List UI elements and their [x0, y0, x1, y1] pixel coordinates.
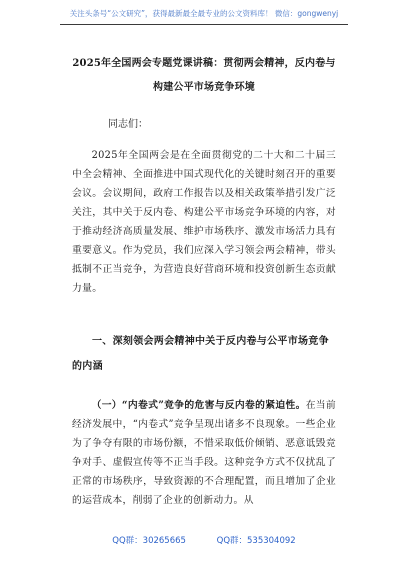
header-divider [60, 24, 348, 25]
document-title: 2025年全国两会专题党课讲稿：贯彻两会精神，反内卷与构建公平市场竞争环境 [72, 58, 336, 93]
footer-contact [0, 534, 408, 548]
subsection-paragraph [72, 396, 336, 510]
subsection-body: 在当前经济发展中，“内卷式”竞争呈现出诸多不良现象。一些企业为了争夺有限的市场份额，不惜采取低价倾销、恶意诋毁竞争对手、虚假宣传等不正当手段。这种竞争方式不仅扰乱了正常的市场秩序，导致资源的不合理配置，而且增加了企业的运营成本，削弱了企业的创新动力。从 [72, 400, 337, 506]
salutation: 同志们： [108, 119, 148, 130]
subsection-heading: （一）“内卷式”竞争的危害与反内卷的紧迫性。 [91, 400, 306, 411]
intro-paragraph: 2025年全国两会是在全面贯彻党的二十大和二十届三中全会精神、全面推进中国式现代化的关键时刻召开的重要会议。会议期间，政府工作报告以及相关政策举措引发广泛关注，其中关于反内卷、构建公平市场竞争环境的内容，对于推动经济高质量发展、维护市场秩序、激发市场活力具有重要意义。作为党员，我们应深入学习领会两会精神，带头抵制不正当竞争，为营造良好营商环境和投资创新生态贡献力量。 [72, 150, 336, 294]
section-heading: 一、深刻领会两会精神中关于反内卷与公平市场竞争的内涵 [72, 336, 329, 372]
header-banner: 关注头条号“公文研究”，获得最新最全最专业的公文资料库！ 微信：gongwenyj [69, 9, 339, 18]
footer-qq-group-1: QQ群：30265665 [112, 536, 186, 546]
footer-qq-group-2: QQ群：535304092 [216, 536, 296, 546]
